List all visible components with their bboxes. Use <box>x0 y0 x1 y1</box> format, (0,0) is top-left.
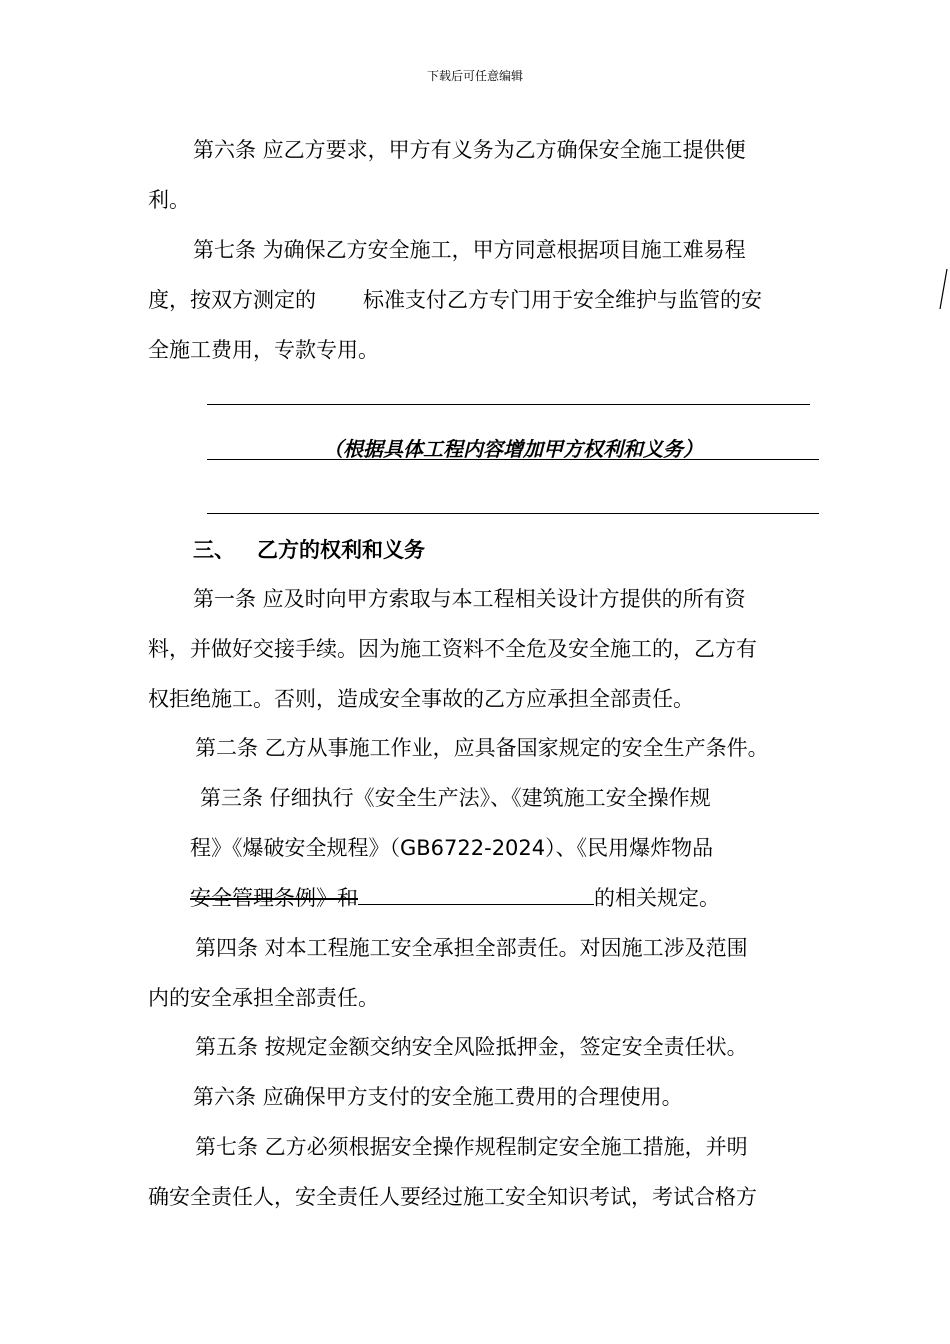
page-header: 下载后可任意编辑 <box>426 69 523 83</box>
party-b-article-3-line-1: 第三条 仔细执行《安全生产法》、《建筑施工安全操作规 <box>200 786 711 810</box>
blank-rule-2 <box>207 459 819 460</box>
section-title: 乙方的权利和义务 <box>257 538 425 562</box>
party-b-article-5: 第五条 按规定金额交纳安全风险抵押金，签定安全责任状。 <box>195 1035 748 1059</box>
party-b-article-7-line-1: 第七条 乙方必须根据安全操作规程制定安全施工措施，并明 <box>195 1135 748 1159</box>
party-b-article-1-line-2: 料，并做好交接手续。因为施工资料不全危及安全施工的，乙方有 <box>148 637 757 661</box>
party-b-article-2: 第二条 乙方从事施工作业，应具备国家规定的安全生产条件。 <box>195 736 769 760</box>
party-a-article-7-line-2 <box>148 287 762 313</box>
party-b-article-4-line-1: 第四条 对本工程施工安全承担全部责任。对因施工涉及范围 <box>195 936 748 960</box>
blank-rule-1 <box>207 404 810 405</box>
party-b-article-3-line-2: 程》《爆破安全规程》（GB6722-2024）、《民用爆炸物品 <box>190 836 714 860</box>
struck-regulation-title: 安全管理条例》和 <box>190 886 358 910</box>
regulation-blank <box>358 886 594 905</box>
party-b-article-7-line-2: 确安全责任人，安全责任人要经过施工安全知识考试，考试合格方 <box>148 1185 757 1209</box>
party-a-additional-note: （根据具体工程内容增加甲方权利和义务） <box>323 437 703 461</box>
party-a-article-7-line-1: 第七条 为确保乙方安全施工，甲方同意根据项目施工难易程 <box>193 238 746 262</box>
section-number: 三、 <box>193 538 235 562</box>
party-a-article-6-line-1: 第六条 应乙方要求，甲方有义务为乙方确保安全施工提供便 <box>193 138 746 162</box>
edge-slash-mark <box>938 268 948 310</box>
party-b-article-3-line-3 <box>190 885 720 911</box>
party-a-article-7-text-before-blank: 度，按双方测定的 <box>148 288 316 312</box>
party-a-article-6-line-2: 利。 <box>148 188 190 212</box>
section-3-heading <box>193 537 425 563</box>
party-b-article-3-end: 的相关规定。 <box>594 886 720 910</box>
party-b-article-4-line-2: 内的安全承担全部责任。 <box>148 986 379 1010</box>
party-b-article-1-line-1: 第一条 应及时向甲方索取与本工程相关设计方提供的所有资 <box>193 587 746 611</box>
blank-rule-3 <box>207 513 819 514</box>
party-b-article-6: 第六条 应确保甲方支付的安全施工费用的合理使用。 <box>193 1085 683 1109</box>
party-a-article-7-line-3: 全施工费用，专款专用。 <box>148 338 379 362</box>
party-b-article-1-line-3: 权拒绝施工。否则，造成安全事故的乙方应承担全部责任。 <box>148 687 694 711</box>
party-a-article-7-text-after-blank: 标准支付乙方专门用于安全维护与监管的安 <box>363 288 762 312</box>
